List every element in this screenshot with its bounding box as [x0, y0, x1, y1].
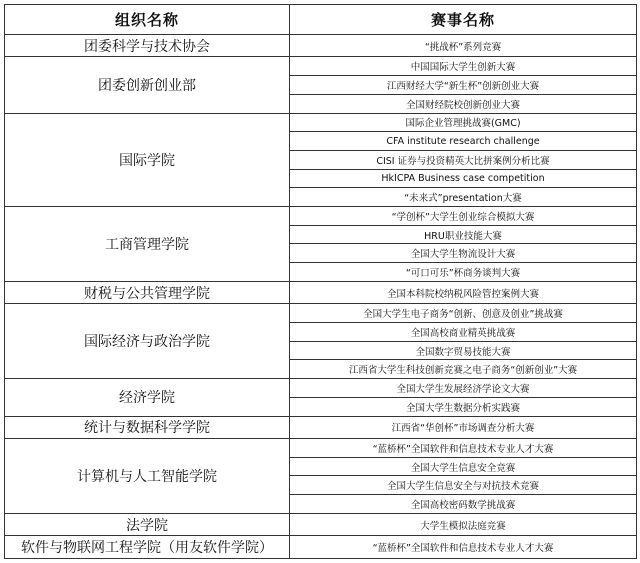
org-column-header: 组织名称: [5, 5, 290, 35]
competition-cell: 全国大学生发展经济学论文大赛: [290, 379, 637, 398]
organization-cell: 国际经济与政治学院: [5, 304, 290, 379]
table-row: [5, 513, 637, 535]
table-row: [5, 113, 637, 132]
organization-cell: 团委创新创业部: [5, 57, 290, 113]
table-row: [5, 439, 637, 458]
competition-cell: “蓝桥杯”全国软件和信息技术专业人才大赛: [290, 439, 637, 458]
competition-cell: 全国大学生电子商务“创新、创意及创业”挑战赛: [290, 304, 637, 323]
table-row: [5, 304, 637, 323]
competition-cell: 全国大学生信息安全与对抗技术竞赛: [290, 476, 637, 495]
competition-cell: “未来式”presentation大赛: [290, 188, 637, 207]
organization-cell: 团委科学与技术协会: [5, 35, 290, 57]
competition-cell: 全国数字贸易技能大赛: [290, 341, 637, 360]
competition-cell: HkICPA Business case competition: [290, 169, 637, 188]
competition-cell: 大学生模拟法庭竞赛: [290, 513, 637, 535]
organization-cell: 统计与数据科学学院: [5, 416, 290, 438]
competition-cell: 江西省大学生科技创新竞赛之电子商务“创新创业”大赛: [290, 360, 637, 379]
competition-cell: CFA institute research challenge: [290, 132, 637, 151]
table-row: [5, 57, 637, 76]
competition-cell: 全国大学生数据分析实践赛: [290, 397, 637, 416]
organization-cell: 经济学院: [5, 379, 290, 416]
competition-cell: 全国本科院校纳税风险管控案例大赛: [290, 281, 637, 303]
organization-cell: 工商管理学院: [5, 207, 290, 282]
competition-cell: 全国高校商业精英挑战赛: [290, 323, 637, 342]
competition-cell: 江西省“华创杯”市场调查分析大赛: [290, 416, 637, 438]
table-row: [5, 207, 637, 226]
competition-cell: 全国高校密码数学挑战赛: [290, 495, 637, 514]
organization-cell: 计算机与人工智能学院: [5, 439, 290, 514]
organization-cell: 法学院: [5, 513, 290, 535]
competition-cell: HRU职业技能大赛: [290, 225, 637, 244]
competition-cell: 全国大学生物流设计大赛: [290, 244, 637, 263]
competition-cell: “学创杯”大学生创业综合模拟大赛: [290, 207, 637, 226]
competition-cell: 全国财经院校创新创业大赛: [290, 94, 637, 113]
organization-cell: 国际学院: [5, 113, 290, 207]
competition-cell: “蓝桥杯”全国软件和信息技术专业人才大赛: [290, 536, 637, 559]
competition-table: [4, 4, 637, 559]
competition-cell: 中国国际大学生创新大赛: [290, 57, 637, 76]
competition-cell: CISI 证券与投资精英大比拼案例分析比赛: [290, 150, 637, 169]
competition-cell: “可口可乐”杯商务谈判大赛: [290, 263, 637, 282]
competition-cell: 江西财经大学“新生杯”创新创业大赛: [290, 76, 637, 95]
organization-cell: 软件与物联网工程学院（用友软件学院）: [5, 536, 290, 559]
table-row: [5, 35, 637, 57]
table-row: [5, 281, 637, 303]
table-row: [5, 379, 637, 398]
competition-cell: 全国大学生信息安全竞赛: [290, 457, 637, 476]
header-row: [5, 5, 637, 35]
competition-cell: 国际企业管理挑战赛(GMC): [290, 113, 637, 132]
competition-column-header: 赛事名称: [290, 5, 637, 35]
organization-cell: 财税与公共管理学院: [5, 281, 290, 303]
competition-cell: “挑战杯”系列竞赛: [290, 35, 637, 57]
table-body: [5, 35, 637, 559]
table-row: [5, 536, 637, 559]
table-row: [5, 416, 637, 438]
